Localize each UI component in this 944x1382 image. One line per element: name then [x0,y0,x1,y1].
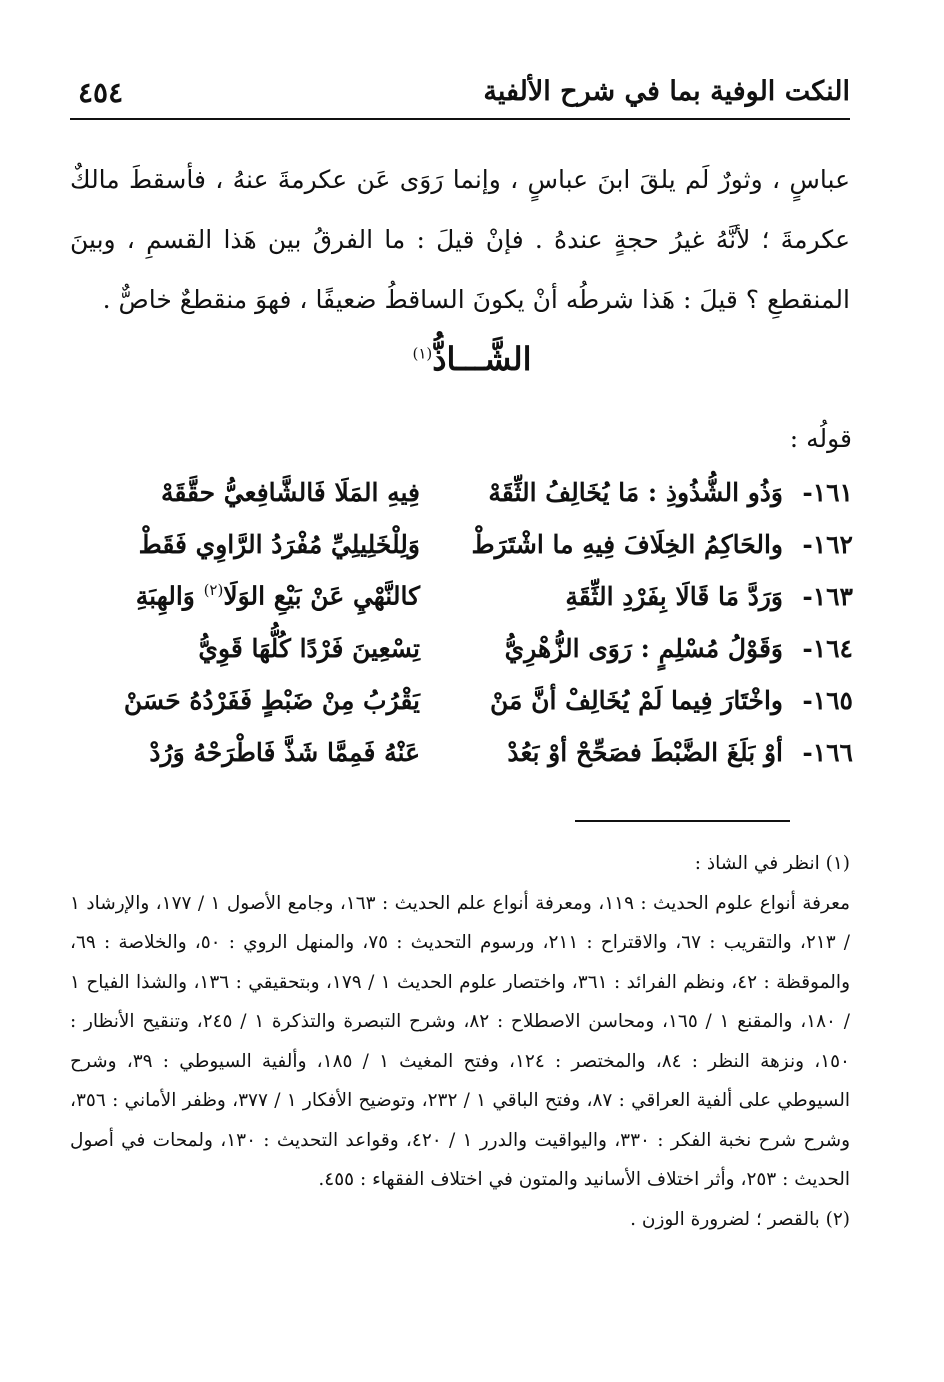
verse-hemistich-second: فِيهِ المَلَا فَالشَّافِعيُّ حقَّقَهْ [160,477,420,507]
verse-number: ١٦٣- [802,581,853,611]
verse-line [88,726,853,778]
verse-intro: قولُه : [789,424,852,453]
verse-line [88,674,853,726]
verse-line [88,622,853,674]
verse-list [88,466,853,778]
footnote-ref-2: (٢) [203,581,224,600]
verse-number: ١٦١- [802,477,853,507]
running-title: النكت الوفية بما في شرح الألفية [483,76,850,107]
verse-hemistich-first: والحَاكِمُ الخِلَافَ فِيهِ ما اشْتَرَطْ [471,529,783,559]
section-title [0,340,944,378]
verse-hemistich-second: يَقْرُبُ مِنْ ضَبْطٍ فَفَرْدُهُ حَسَنْ [123,685,420,715]
verse-line [88,570,853,622]
footnote-ref-1: (١) [412,344,433,363]
page-header [70,68,850,120]
body-paragraph: عباسٍ ، وثورٌ لَم يلقَ ابنَ عباسٍ ، وإنما رَوَى عَن عكرمةَ عنهُ ، فأسقطَ مالكٌ عكرمةَ ؛ لأنَّهُ غيرُ حجةٍ عندهُ . فإنْ قيلَ : ما الفرقُ بين هَذا القسمِ ، وبينَ المنقطعِ ؟ قيلَ : هَذا شرطُه أنْ يكونَ الساقطُ ضعيفًا ، فهوَ منقطعٌ خاصٌّ . [70,165,850,314]
verse-number: ١٦٦- [802,737,853,767]
footnote-2: (٢) بالقصر ؛ لضرورة الوزن . [630,1208,850,1230]
page-number: ٤٥٤ [78,76,124,109]
verse-hemistich-second: عَنْهُ فَمِمَّا شَذَّ فَاطْرَحْهُ وَرُدْ [149,737,420,767]
verse-hemistich-second-tail: وَالهِبَةِ [135,581,204,611]
section-title-text: الشَّـــاذُّ [432,340,532,378]
verse-hemistich-first: وَقَوْلُ مُسْلِمٍ : رَوَى الزُّهْرِيُّ [504,633,783,663]
footnotes [70,844,850,1239]
body-paragraph-block [70,150,850,330]
verse-hemistich-second: كالنَّهْيِ عَنْ بَيْعِ الوَلَا [223,581,420,611]
footnote-1-references: معرفة أنواع علوم الحديث : ١١٩، ومعرفة أنواع علم الحديث : ١٦٣، وجامع الأصول ١ / ١٧٧، والإرشاد ١ / ٢١٣، والتقريب : ٦٧، والاقتراح : ٢١١، ورسوم التحديث : ٧٥، والمنهل الروي : ٥٠، والخلاصة : ٦٩، والموقظة : ٤٢، ونظم الفرائد : ٣٦١، واختصار علوم الحديث ١ / ١٧٩، وبتحقيقي : ١٣٦، والشذا الفياح ١ / ١٨٠، والمقنع ١ / ١٦٥، ومحاسن الاصطلاح : ٨٢، وشرح التبصرة والتذكرة ١ / ٢٤٥، وتنقيح الأنظار : ١٥٠، ونزهة النظر : ٨٤، والمختصر : ١٢٤، وفتح المغيث ١ / ١٨٥، وألفية السيوطي : ٣٩، وشرح السيوطي على ألفية العراقي : ٨٧، وفتح الباقي ١ / ٢٣٢، وتوضيح الأفكار ١ / ٣٧٧، وظفر الأماني : ٣٥٦، وشرح شرح نخبة الفكر : ٣٣٠، واليواقيت والدرر ١ / ٤٢٠، وقواعد التحديث : ١٣٠، ولمحات في أصول الحديث : ٢٥٣، وأثر اختلاف الأسانيد والمتون في اختلاف الفقهاء : ٤٥٥. [70,892,851,1190]
verse-number: ١٦٢- [802,529,853,559]
footnote-divider [575,820,790,822]
verse-hemistich-first: أوْ بَلَغَ الضَّبْطَ فصَحِّحْ أوْ بَعُدْ [507,737,783,767]
verse-hemistich-second-group [88,581,448,610]
verse-hemistich-first: وَذُو الشُّذُوذِ : مَا يُخَالِفُ الثِّقَهْ [488,477,783,507]
verse-hemistich-first: واخْتَارَ فِيما لَمْ يُخَالِفْ أنَّ مَنْ [490,685,783,715]
verse-number: ١٦٥- [802,685,853,715]
verse-hemistich-first: وَرَدَّ مَا قَالَا بِفَرْدِ الثِّقَةِ [565,581,783,611]
verse-number: ١٦٤- [802,633,853,663]
verse-hemistich-second: وَلِلْخَلِيلِيِّ مُفْرَدُ الرَّاوِي فَقَطْ [138,529,420,559]
verse-line [88,466,853,518]
verse-line [88,518,853,570]
verse-hemistich-second: تِسْعِينَ فَرْدًا كُلُّهَا قَوِيُّ [198,633,420,663]
footnote-1-heading: (١) انظر في الشاذ : [694,853,850,874]
